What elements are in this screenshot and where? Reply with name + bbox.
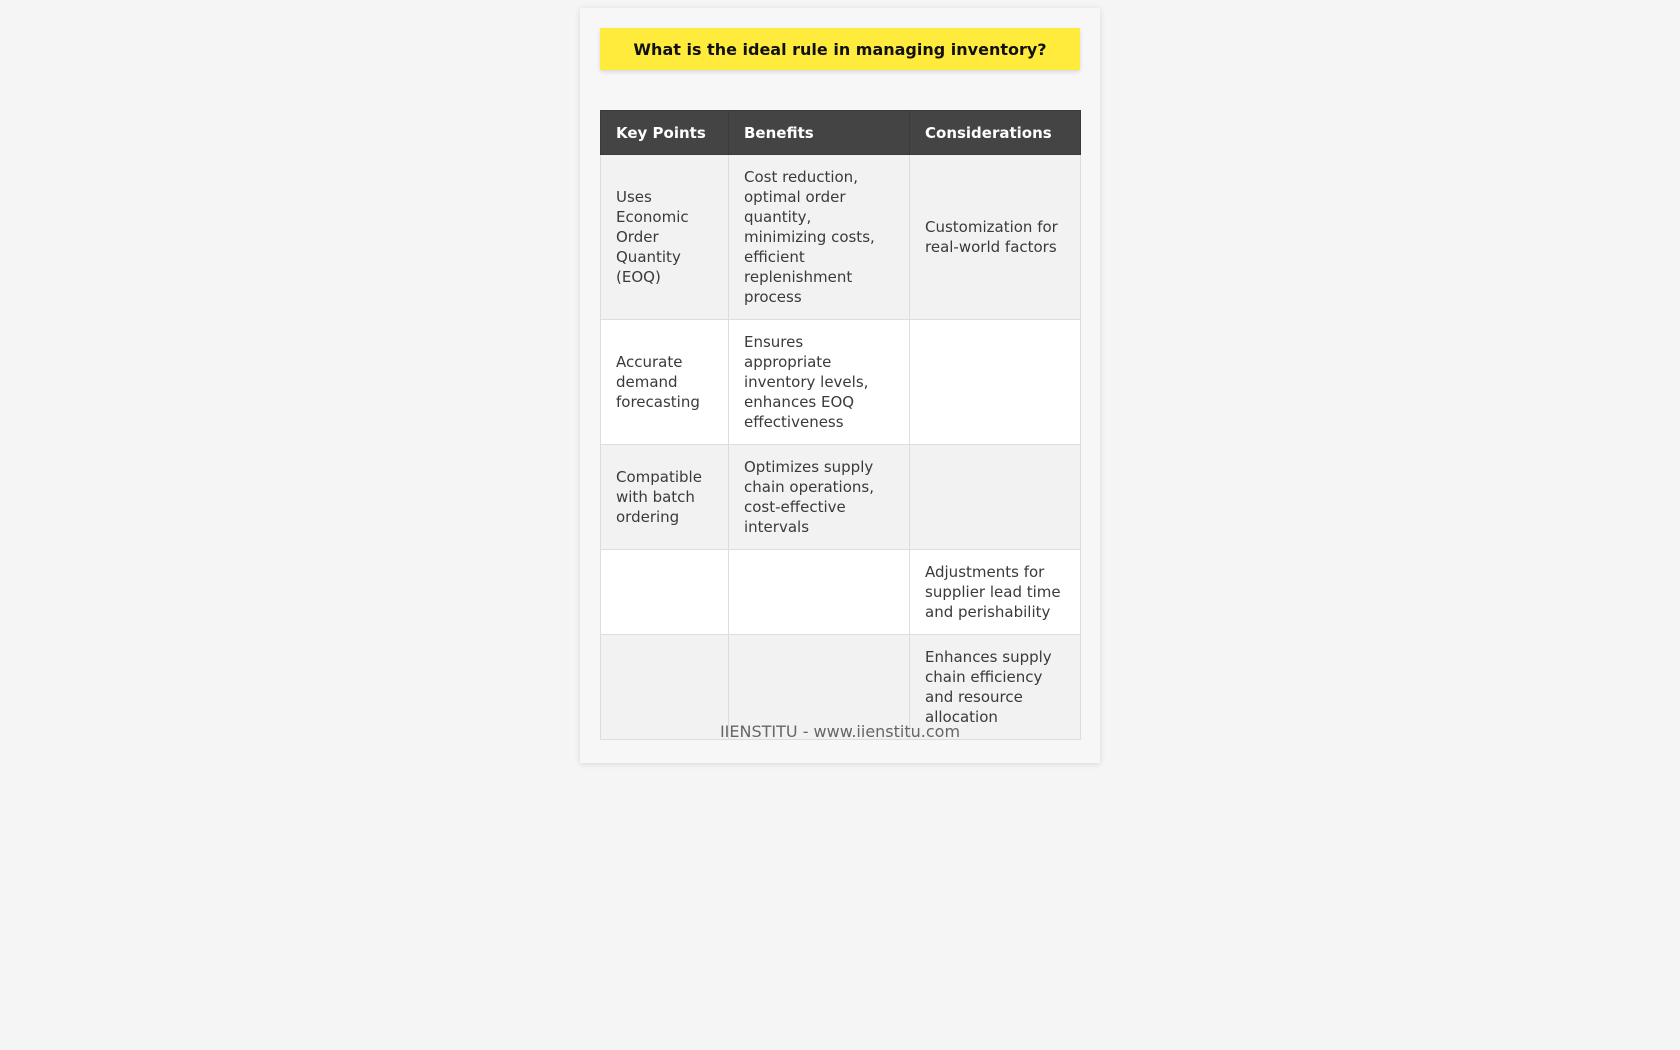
consideration-cell <box>910 320 1081 445</box>
header-considerations: Considerations <box>910 111 1081 155</box>
consideration-cell: Customization for real-world factors <box>910 155 1081 320</box>
header-key-points: Key Points <box>601 111 729 155</box>
benefit-cell: Optimizes supply chain operations, cost-effective intervals <box>729 445 910 550</box>
key-point-cell: Uses Economic Order Quantity (EOQ) <box>601 155 729 320</box>
table-header-row <box>601 111 1081 155</box>
consideration-cell: Adjustments for supplier lead time and perishability <box>910 550 1081 635</box>
table-row <box>601 155 1081 320</box>
header-benefits: Benefits <box>729 111 910 155</box>
inventory-table <box>600 110 1081 740</box>
table-row <box>601 320 1081 445</box>
table-row <box>601 445 1081 550</box>
key-point-cell <box>601 550 729 635</box>
footer-credit: IIENSTITU - www.iienstitu.com <box>719 722 961 741</box>
consideration-cell: Enhances supply chain efficiency and resource allocation <box>910 635 1081 740</box>
table-row <box>601 550 1081 635</box>
content-card <box>580 8 1100 763</box>
key-point-cell: Compatible with batch ordering <box>601 445 729 550</box>
key-point-cell: Accurate demand forecasting <box>601 320 729 445</box>
consideration-cell <box>910 445 1081 550</box>
benefit-cell: Cost reduction, optimal order quantity, minimizing costs, efficient replenishment process <box>729 155 910 320</box>
benefit-cell: Ensures appropriate inventory levels, enhances EOQ effectiveness <box>729 320 910 445</box>
benefit-cell <box>729 550 910 635</box>
page-title: What is the ideal rule in managing inventory? <box>600 28 1080 70</box>
